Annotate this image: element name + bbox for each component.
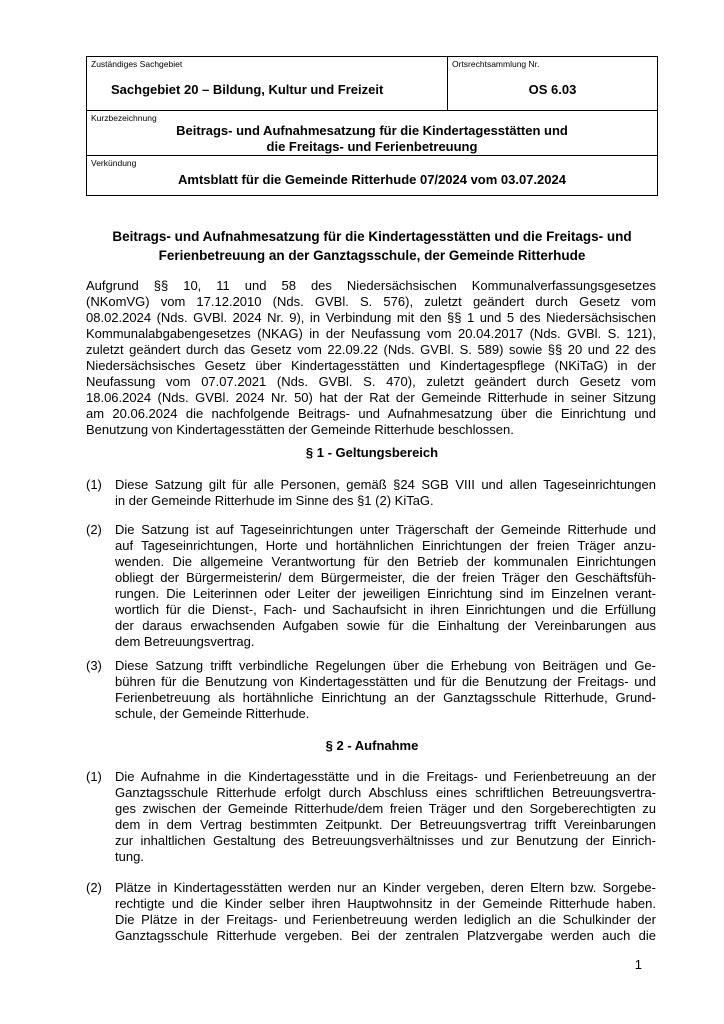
item-number: (2) xyxy=(86,880,102,895)
item-line: Die Aufnahme in die Kindertagesstätte und in die Freitags- und Ferienbetreuung an der xyxy=(115,769,656,784)
kurz-value-line: die Freitags- und Ferienbetreuung xyxy=(266,139,478,154)
item-line: Diese Satzung trifft verbindliche Regelungen über die Erhebung von Beiträgen und Ge- xyxy=(115,658,656,673)
item-text xyxy=(115,522,656,650)
item-line: Ganztagsschule Ritterhude erfolgt durch Abschluss eines schriftlichen Betreuungsvertra- xyxy=(115,785,656,800)
preamble-line: (NKomVG) vom 17.12.2010 (Nds. GVBl. S. 576), zuletzt geändert durch Gesetz vom xyxy=(86,294,656,309)
item-line: obliegt der Bürgermeisterin/ dem Bürgermeister, die der freien Träger den Geschäftsfüh- xyxy=(115,570,656,585)
item-text xyxy=(115,769,656,865)
item-line: Die Satzung ist auf Tageseinrichtungen unter Trägerschaft der Gemeinde Ritterhude und xyxy=(115,522,656,537)
item-line: wenden. Die allgemeine Verantwortung für den Betrieb der kommunalen Einrichtungen xyxy=(115,554,656,569)
item-number: (3) xyxy=(86,658,102,673)
item-line: zur inhaltlichen Gestaltung des Betreuungsverhältnisses und zur Benutzung der Einrich- xyxy=(115,833,656,848)
header-row-kurzbezeichnung xyxy=(87,111,657,156)
verkuendung-value: Amtsblatt für die Gemeinde Ritterhude 07/2024 vom 03.07.2024 xyxy=(178,172,566,187)
item-line: rechtigte und die Kinder selber ihren Hauptwohnsitz in der Gemeinde Ritterhude haben. xyxy=(115,896,656,911)
item-line: wortlich für die Dienst-, Fach- und Sachaufsicht in ihren Einrichtungen und die Erfüllung xyxy=(115,602,656,617)
item-line: der daraus erwachsenden Aufgaben sowie für die Einhaltung der Vereinbarungen aus xyxy=(115,618,656,633)
page-number: 1 xyxy=(634,957,642,972)
item-line: Diese Satzung gilt für alle Personen, gemäß §24 SGB VIII und allen Tageseinrichtungen xyxy=(115,477,656,492)
item-number: (2) xyxy=(86,522,102,537)
item-line: Die Plätze in der Freitags- und Ferienbetreuung werden lediglich an die Schulkinder der xyxy=(115,912,656,927)
verkuendung-label: Verkündung xyxy=(91,158,137,168)
section-1-heading: § 1 - Geltungsbereich xyxy=(305,445,439,460)
document-title xyxy=(80,227,664,265)
preamble-line: 08.02.2024 (Nds. GVBl. 2024 Nr. 9), in Verbindung mit den §§ 1 und 5 des Niedersächsischen xyxy=(86,310,656,325)
preamble-line: Aufgrund §§ 10, 11 und 58 des Niedersächsischen Kommunalverfassungsgesetzes xyxy=(86,278,656,293)
ortsrecht-value: OS 6.03 xyxy=(528,82,577,97)
item-line: tung. xyxy=(115,849,144,864)
item-text xyxy=(115,477,656,509)
kurz-value xyxy=(87,123,657,155)
item-line: dem Betreuungsvertrag. xyxy=(115,634,255,649)
header-row-sachgebiet xyxy=(87,57,657,111)
sachgebiet-cell xyxy=(87,57,448,110)
preamble-paragraph xyxy=(86,278,656,438)
item-number: (1) xyxy=(86,769,102,784)
item-line: dem in dem Vertrag bestimmten Zeitpunkt. Der Betreuungsvertrag trifft Vereinbarungen xyxy=(115,817,656,832)
section-2-heading: § 2 - Aufnahme xyxy=(325,738,419,753)
item-line: schule, der Gemeinde Ritterhude. xyxy=(115,706,310,721)
item-line: Ganztagsschule Ritterhude vergeben. Bei der zentralen Platzvergabe werden auch die xyxy=(115,928,656,943)
preamble-line: Benutzung von Kindertagesstätten der Gemeinde Ritterhude beschlossen. xyxy=(86,422,514,437)
kurz-label: Kurzbezeichnung xyxy=(91,113,157,123)
ortsrecht-cell xyxy=(448,57,657,110)
item-line: Ferienbetreuung als hortähnliche Einrichtung an der Ganztagsschule Ritterhude, Grund- xyxy=(115,690,656,705)
preamble-line: 18.06.2024 (Nds. GVBl. 2024 Nr. 50) hat der Rat der Gemeinde Ritterhude in seiner Sitzung xyxy=(86,390,656,405)
item-text xyxy=(115,880,656,944)
ortsrecht-label: Ortsrechtsammlung Nr. xyxy=(452,59,540,69)
header-row-verkuendung xyxy=(87,156,657,195)
preamble-line: Kommunalabgabengesetzes (NKAG) in der Neufassung vom 20.04.2017 (Nds. GVBl. S. 121), xyxy=(86,326,656,341)
preamble-line: Neufassung vom 07.07.2021 (Nds. GVBl. S. 470), zuletzt geändert durch Gesetz vom xyxy=(86,374,656,389)
preamble-line: am 20.06.2024 die nachfolgende Beitrags- und Aufnahmesatzung über die Einrichtung und xyxy=(86,406,656,421)
preamble-line: zuletzt geändert durch das Gesetz vom 22.09.22 (Nds. GVBl. S. 589) sowie §§ 20 und 22 des xyxy=(86,342,656,357)
item-line: ges zwischen der Gemeinde Ritterhude/dem freien Träger und den Sorgeberechtigten zu xyxy=(115,801,656,816)
item-line: auf Tageseinrichtungen, Horte und hortähnlichen Einrichtungen der freien Träger anzu- xyxy=(115,538,656,553)
item-line: in der Gemeinde Ritterhude im Sinne des §1 (2) KiTaG. xyxy=(115,493,434,508)
title-line: Beitrags- und Aufnahmesatzung für die Kindertagesstätten und die Freitags- und xyxy=(112,229,632,244)
item-line: rungen. Die Leiterinnen oder Leiter der jeweiligen Einrichtung sind im Einzelnen verant- xyxy=(115,586,656,601)
header-box xyxy=(86,56,658,196)
item-line: bühren für die Benutzung von Kindertagesstätten und für die Benutzung der Freitags- und xyxy=(115,674,656,689)
kurz-value-line: Beitrags- und Aufnahmesatzung für die Kindertagesstätten und xyxy=(176,123,568,138)
title-line: Ferienbetreuung an der Ganztagsschule, der Gemeinde Ritterhude xyxy=(158,248,586,263)
item-text xyxy=(115,658,656,722)
item-number: (1) xyxy=(86,477,102,492)
preamble-line: Niedersächsisches Gesetz über Kindertagesstätten und Kindertagespflege (NKiTaG) in der xyxy=(86,358,656,373)
item-line: Plätze in Kindertagesstätten werden nur an Kinder vergeben, deren Eltern bzw. Sorgebe- xyxy=(115,880,656,895)
sachgebiet-value: Sachgebiet 20 – Bildung, Kultur und Freizeit xyxy=(111,82,384,97)
sachgebiet-label: Zuständiges Sachgebiet xyxy=(91,59,183,69)
